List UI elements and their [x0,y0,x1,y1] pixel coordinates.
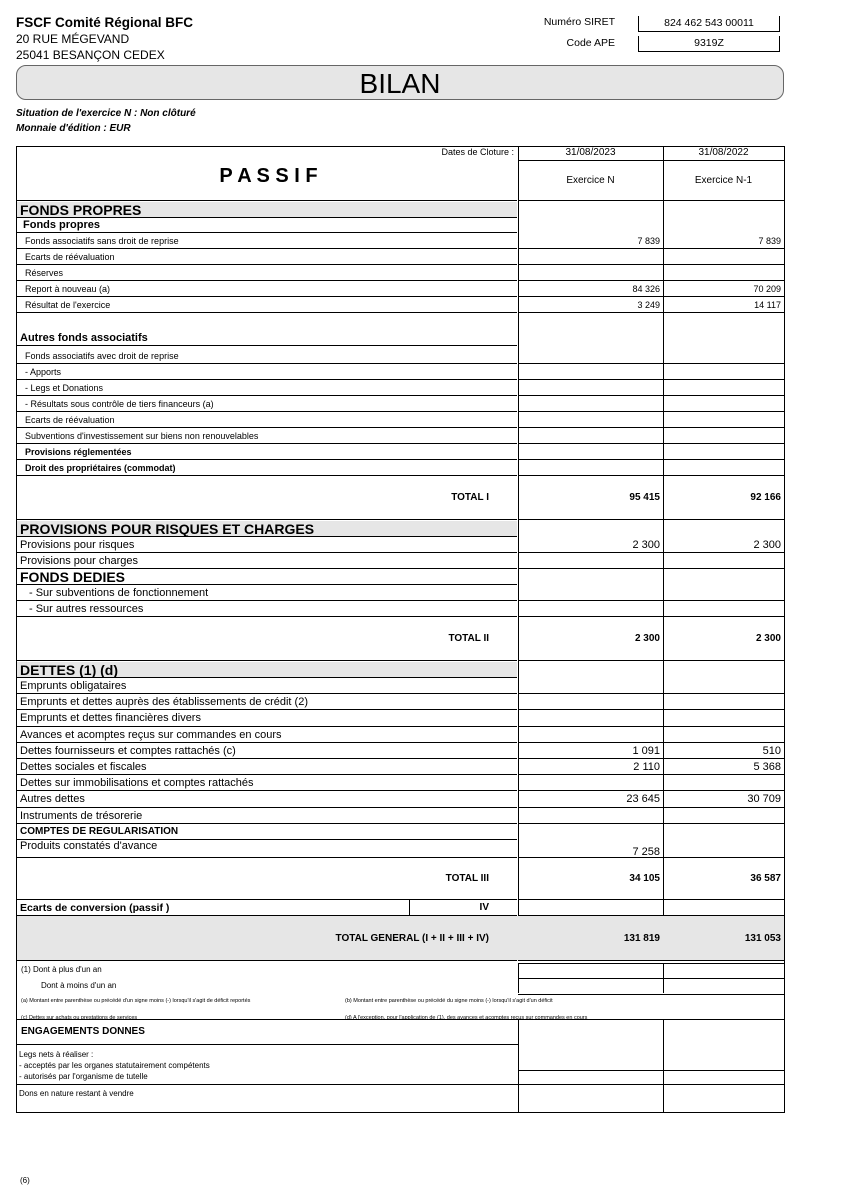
legs-acceptes: - acceptés par les organes statutairement compétents [19,1061,210,1070]
dettes-value-n1 [663,727,784,743]
fonds-propres-value-n1: 7 839 [663,233,784,249]
dettes-value-n: 2 110 [518,759,663,775]
dettes-value-n [518,808,663,824]
autres-fonds-row [17,412,784,428]
footnote-a: (a) Montant entre parenthèse ou précédé d'un signe moins (-) lorsqu'il s'agit de déficit reportés [21,998,251,1004]
fonds-propres-row [17,265,784,281]
dettes-value-n1 [663,775,784,791]
ecarts-conversion-code: IV [409,900,517,916]
fonds-propres-row [17,233,784,249]
autres-fonds-row [17,364,784,380]
fonds-dedies-row [17,585,784,601]
fonds-propres-value-n [518,265,663,281]
total-iii-label: TOTAL III [17,858,517,900]
dettes-label: Emprunts obligataires [17,678,517,694]
col-n-label: Exercice N [518,161,663,201]
dettes-value-n [518,727,663,743]
provisions-row [17,537,784,553]
dettes-row [17,808,784,824]
fonds-propres-value-n: 3 249 [518,297,663,313]
footnote-c: (c) Dettes sur achats ou prestations de services [21,1015,138,1021]
dettes-label: Avances et acomptes reçus sur commandes en cours [17,727,517,743]
dettes-row [17,694,784,710]
dettes-label: Autres dettes [17,791,517,807]
autres-fonds-value-n1 [663,364,784,380]
provisions-value-n1: 2 300 [663,537,784,553]
provisions-value-n: 2 300 [518,537,663,553]
passif-table [16,146,785,1113]
autres-fonds-value-n [518,380,663,396]
fonds-dedies-value-n1 [663,585,784,601]
total-ii-n1: 2 300 [663,617,784,661]
dettes-value-n1: 30 709 [663,791,784,807]
dettes-label: Dettes sur immobilisations et comptes rattachés [17,775,517,791]
autres-fonds-value-n1 [663,428,784,444]
footnote-d: (d) A l'exception, pour l'application de (1), des avances et acomptes reçus sur commandes en cours [345,1015,588,1021]
dettes-value-n1 [663,710,784,726]
total-ii-label: TOTAL II [17,617,517,661]
fonds-dedies-value-n [518,601,663,617]
autres-fonds-label: - Résultats sous contrôle de tiers financeurs (a) [17,396,517,412]
dettes-row [17,678,784,694]
section-dettes: DETTES (1) (d) [17,662,517,678]
produits-constates-n1 [663,840,784,858]
total-general-label: TOTAL GENERAL (I + II + III + IV) [17,916,517,961]
autres-fonds-value-n1 [663,396,784,412]
fonds-propres-value-n: 84 326 [518,281,663,297]
total-ii-n: 2 300 [518,617,663,661]
address-line-1: 20 RUE MÉGEVAND [16,32,130,46]
autres-fonds-row [17,428,784,444]
provisions-row [17,553,784,569]
subsection-fonds-propres: Fonds propres [17,218,517,233]
ecarts-conversion-label: Ecarts de conversion (passif ) [17,900,517,916]
page-number: (6) [20,1176,30,1185]
footnote-b: (b) Montant entre parenthèse ou précédé du signe moins (-) lorsqu'il s'agit d'un déficit [345,998,553,1004]
dettes-row [17,759,784,775]
dates-label: Dates de Cloture : [441,147,514,157]
dettes-value-n1 [663,694,784,710]
autres-fonds-label: Fonds associatifs avec droit de reprise [17,348,517,364]
dettes-row [17,743,784,759]
provisions-value-n1 [663,553,784,569]
dons-nature: Dons en nature restant à vendre [19,1089,134,1098]
autres-fonds-value-n [518,396,663,412]
total-general-n1: 131 053 [663,916,784,961]
fonds-propres-value-n1: 70 209 [663,281,784,297]
provisions-value-n [518,553,663,569]
dettes-value-n [518,775,663,791]
dettes-row [17,727,784,743]
engagements-section [17,1019,784,1113]
fonds-dedies-value-n [518,585,663,601]
date-n1: 31/08/2022 [663,147,784,161]
fonds-dedies-row [17,601,784,617]
autres-fonds-label: Ecarts de réévaluation [17,412,517,428]
section-comptes-regularisation: COMPTES DE REGULARISATION [17,824,517,840]
address-line-2: 25041 BESANÇON CEDEX [16,48,165,62]
dettes-row [17,775,784,791]
autres-fonds-row [17,380,784,396]
autres-fonds-label: - Legs et Donations [17,380,517,396]
fonds-propres-row [17,281,784,297]
fonds-propres-label: Réserves [17,265,517,281]
autres-fonds-value-n1 [663,348,784,364]
col-n1-label: Exercice N-1 [663,161,784,201]
dettes-label: Emprunts et dettes auprès des établissements de crédit (2) [17,694,517,710]
dettes-label: Dettes fournisseurs et comptes rattachés (c) [17,743,517,759]
provisions-reglementees: Provisions réglementées [17,444,517,460]
total-i-n1: 92 166 [663,476,784,520]
fonds-propres-row [17,249,784,265]
droit-proprietaires: Droit des propriétaires (commodat) [17,460,517,476]
autres-fonds-value-n1 [663,412,784,428]
fonds-dedies-label: - Sur autres ressources [17,601,517,617]
dettes-value-n: 23 645 [518,791,663,807]
situation-text: Situation de l'exercice N : Non clôturé [16,108,196,119]
siret-label: Numéro SIRET [543,16,615,28]
section-fonds-dedies: FONDS DEDIES [17,569,517,585]
dettes-value-n [518,694,663,710]
fonds-propres-label: Fonds associatifs sans droit de reprise [17,233,517,249]
fonds-propres-label: Ecarts de réévaluation [17,249,517,265]
section-provisions: PROVISIONS POUR RISQUES ET CHARGES [17,521,517,537]
autres-fonds-label: - Apports [17,364,517,380]
dettes-value-n1 [663,678,784,694]
fonds-propres-label: Résultat de l'exercice [17,297,517,313]
legs-nets-label: Legs nets à réaliser : [19,1050,94,1059]
autres-fonds-value-n [518,364,663,380]
dettes-label: Dettes sociales et fiscales [17,759,517,775]
fonds-propres-value-n [518,249,663,265]
fonds-propres-row [17,297,784,313]
dettes-value-n [518,710,663,726]
dettes-value-n1: 5 368 [663,759,784,775]
dettes-label: Instruments de trésorerie [17,808,517,824]
siret-value: 824 462 543 00011 [638,16,780,32]
autres-fonds-value-n [518,428,663,444]
autres-fonds-value-n [518,412,663,428]
fonds-propres-value-n1 [663,249,784,265]
total-general-n: 131 819 [518,916,663,961]
footnote-1: (1) Dont à plus d'un an [21,965,102,974]
passif-title: P A S S I F [17,161,517,201]
ape-label: Code APE [566,37,615,49]
total-i-label: TOTAL I [17,476,517,520]
dettes-value-n: 1 091 [518,743,663,759]
produits-constates-label: Produits constatés d'avance [17,840,517,858]
fonds-dedies-label: - Sur subventions de fonctionnement [17,585,517,601]
provisions-label: Provisions pour risques [17,537,517,553]
autres-fonds-label: Subventions d'investissement sur biens non renouvelables [17,428,517,444]
date-n: 31/08/2023 [518,147,663,161]
page-title: BILAN [16,65,784,100]
engagements-heading: ENGAGEMENTS DONNES [21,1026,145,1037]
fonds-dedies-value-n1 [663,601,784,617]
fonds-propres-value-n1: 14 117 [663,297,784,313]
organization-name: FSCF Comité Régional BFC [16,15,194,30]
total-iii-n: 34 105 [518,858,663,900]
provisions-label: Provisions pour charges [17,553,517,569]
legs-autorises: - autorisés par l'organisme de tutelle [19,1072,148,1081]
dettes-value-n1: 510 [663,743,784,759]
total-iii-n1: 36 587 [663,858,784,900]
ape-value: 9319Z [638,36,780,52]
produits-constates-n: 7 258 [518,840,663,858]
subsection-autres-fonds: Autres fonds associatifs [17,330,517,346]
dettes-value-n [518,678,663,694]
footnote-1b: Dont à moins d'un an [41,981,117,990]
autres-fonds-value-n1 [663,380,784,396]
currency-text: Monnaie d'édition : EUR [16,123,131,134]
total-i-n: 95 415 [518,476,663,520]
dettes-row [17,710,784,726]
fonds-propres-value-n: 7 839 [518,233,663,249]
autres-fonds-value-n [518,348,663,364]
dettes-row [17,791,784,807]
fonds-propres-label: Report à nouveau (a) [17,281,517,297]
dettes-label: Emprunts et dettes financières divers [17,710,517,726]
section-fonds-propres: FONDS PROPRES [17,202,517,218]
autres-fonds-row [17,396,784,412]
fonds-propres-value-n1 [663,265,784,281]
dettes-value-n1 [663,808,784,824]
autres-fonds-row [17,348,784,364]
